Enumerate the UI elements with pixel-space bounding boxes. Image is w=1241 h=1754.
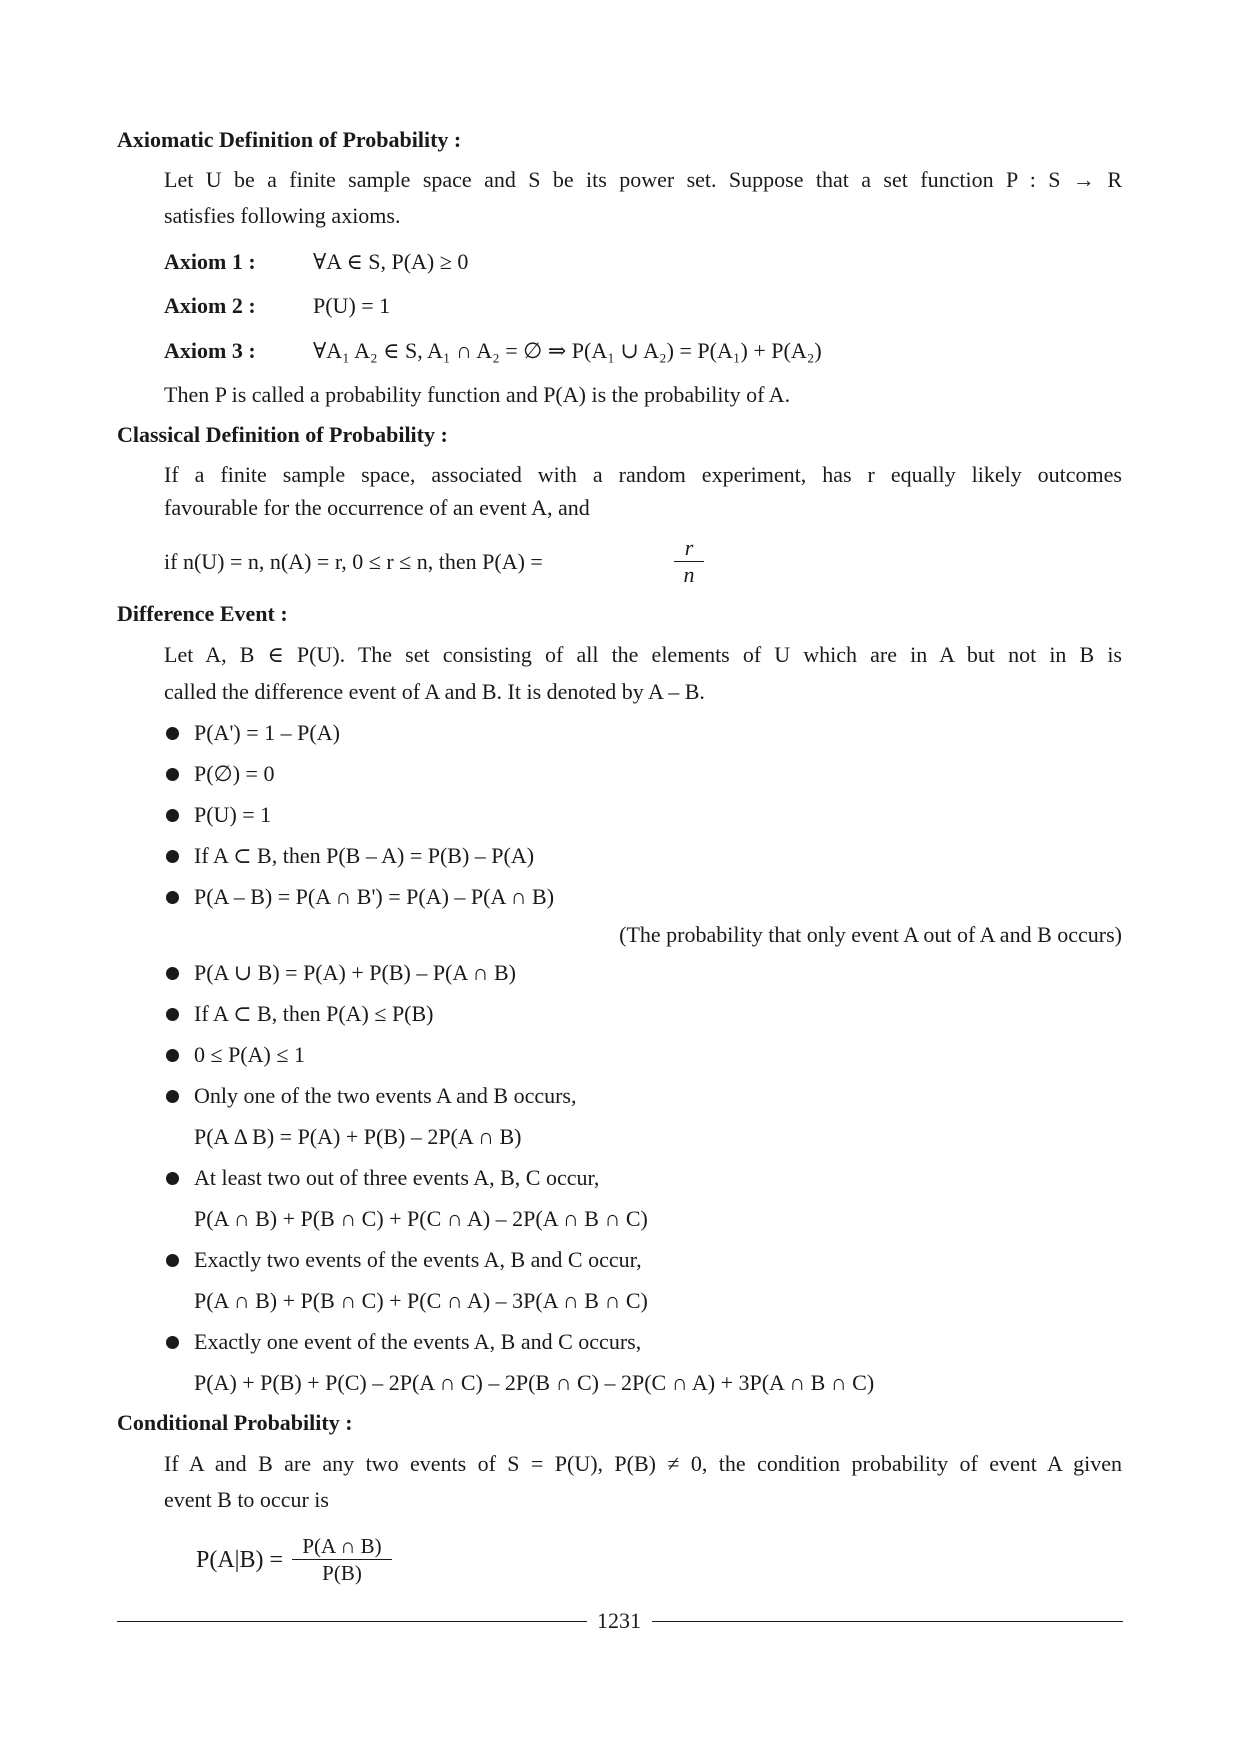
classical-line2: favourable for the occurrence of an event A, and xyxy=(164,495,590,520)
axiom2-label: Axiom 2 : xyxy=(164,293,256,318)
classical-formula-lhs: if n(U) = n, n(A) = r, 0 ≤ r ≤ n, then P(A) = xyxy=(164,549,543,574)
formula-line: P(A Δ B) = P(A) + P(B) – 2P(A ∩ B) xyxy=(194,1124,522,1149)
difference-line1: Let A, B ∈ P(U). The set consisting of all the elements of U which are in A but not in B is xyxy=(164,642,1122,667)
formula-line: P(A ∩ B) + P(B ∩ C) + P(C ∩ A) – 3P(A ∩ B ∩ C) xyxy=(194,1288,648,1313)
formula-line: P(A ∩ B) + P(B ∩ C) + P(C ∩ A) – 2P(A ∩ B ∩ C) xyxy=(194,1206,648,1231)
conditional-line1: If A and B are any two events of S = P(U), P(B) ≠ 0, the condition probability of event A given xyxy=(164,1451,1122,1476)
conditional-frac-den: P(B) xyxy=(322,1561,362,1585)
formula-line: P(A) + P(B) + P(C) – 2P(A ∩ C) – 2P(B ∩ C) – 2P(C ∩ A) + 3P(A ∩ B ∩ C) xyxy=(194,1370,875,1395)
classical-fraction xyxy=(674,535,704,588)
axiom2-text: P(U) = 1 xyxy=(313,293,391,318)
difference-note: (The probability that only event A out of A and B occurs) xyxy=(619,922,1122,947)
page-number: 1231 xyxy=(597,1608,641,1633)
footer-rule-left xyxy=(117,1621,587,1622)
axiom1-text: ∀A ∈ S, P(A) ≥ 0 xyxy=(313,249,469,274)
heading-conditional: Conditional Probability : xyxy=(117,1410,353,1435)
conditional-line2: event B to occur is xyxy=(164,1487,329,1512)
conditional-fraction xyxy=(292,1533,392,1586)
axiomatic-intro-line2: satisfies following axioms. xyxy=(164,203,401,228)
heading-classical: Classical Definition of Probability : xyxy=(117,422,448,447)
difference-line2: called the difference event of A and B. It is denoted by A – B. xyxy=(164,679,705,704)
heading-difference: Difference Event : xyxy=(117,601,288,626)
axiom3-label: Axiom 3 : xyxy=(164,338,256,363)
axiom1-label: Axiom 1 : xyxy=(164,249,256,274)
axiom3-text: ∀A₁ A₂ ∈ S, A₁ ∩ A₂ = ∅ ⇒ P(A₁ ∪ A₂) = P(A₁) + P(A₂) xyxy=(313,338,822,363)
footer-rule-right xyxy=(652,1621,1123,1622)
axiomatic-closing: Then P is called a probability function and P(A) is the probability of A. xyxy=(164,382,791,407)
axiomatic-intro-line1: Let U be a finite sample space and S be its power set. Suppose that a set function P : S → R xyxy=(164,167,1122,192)
heading-axiomatic: Axiomatic Definition of Probability : xyxy=(117,127,462,152)
classical-frac-den: n xyxy=(683,562,695,587)
classical-line1: If a finite sample space, associated with a random experiment, has r equally likely outcomes xyxy=(164,462,1122,487)
conditional-frac-num: P(A ∩ B) xyxy=(292,1533,392,1560)
classical-frac-num: r xyxy=(674,535,704,562)
conditional-formula-lhs: P(A|B) = xyxy=(196,1547,284,1573)
